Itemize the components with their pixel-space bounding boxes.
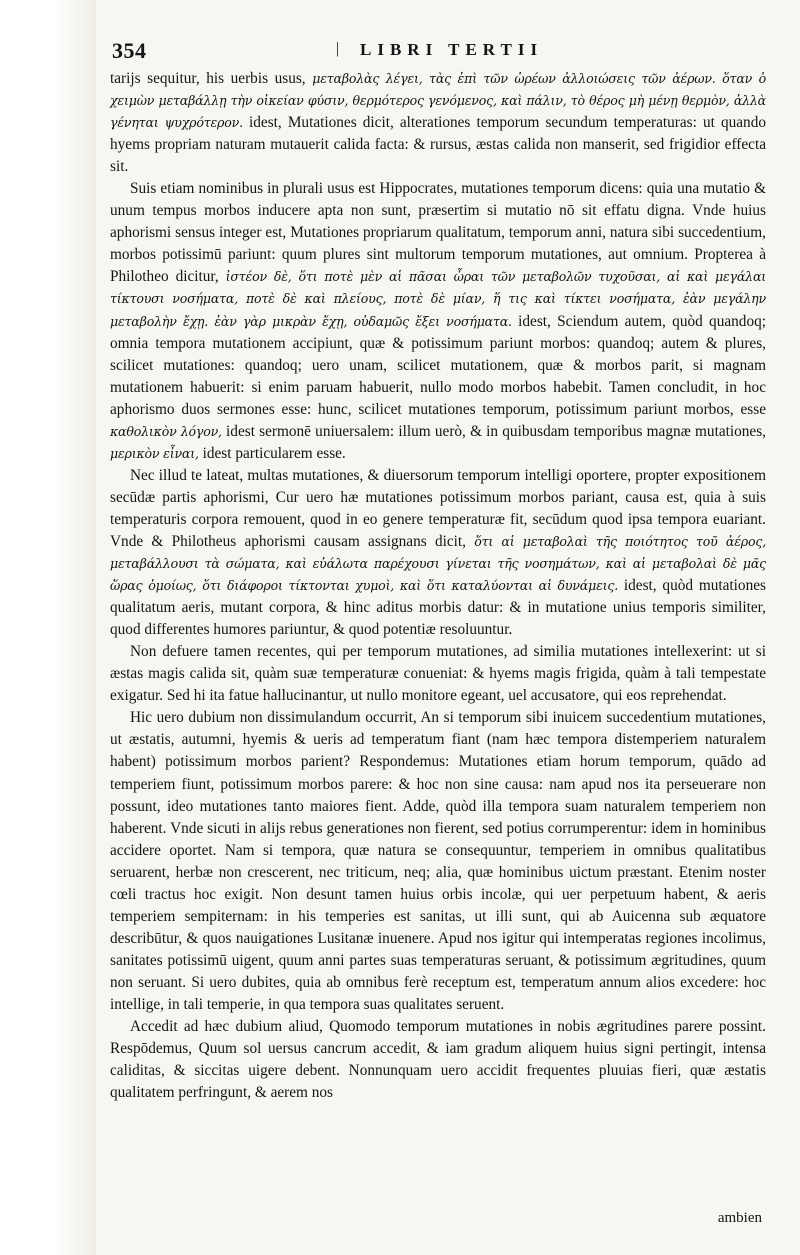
latin-text: Non defuere tamen recentes, qui per temporum mutationes, ad similia mutationes intellexerint: ut si æstas magis calida sit, quàm suæ temperaturæ conueniat: & hyems magis frigida, quàm à tali tempestate exigatur. Sed hi ita fatue hallucinantur, ut nullo monitore egeant, uel accusatore, qui eos reprehendat. [110, 643, 766, 705]
running-title: LIBRI TERTII [360, 40, 544, 59]
paragraph [110, 707, 766, 1016]
latin-text: Suis etiam nominibus in plurali usus est Hippocrates, mutationes temporum dicens: quia una mutatio & unum tempus morbos inducere apta non sunt, præsertim si mutatio nō sit effatu digna. Vnde huius aphorismi sensus integer est, Mutationes propriarum qualitatum, temporum anni, natura sibi succedentium, morbos potissimū pariunt: quum plures sint multorum temporum mutationes, aut omnium. Propterea à Philotheo dicitur, [110, 180, 766, 286]
latin-text: idest, Mutationes dicit, alterationes temporum secundum temperaturas: ut quando hyems propriam naturam mutauerit calida facta: & rursus, æstas calida non manserit, sed frigidior effecta sit. [110, 114, 766, 176]
latin-text: Accedit ad hæc dubium aliud, Quomodo temporum mutationes in nobis ægritudines parere possint. Respōdemus, Quum sol uersus cancrum accedit, & iam gradum aliquem huius signi pertingit, intensa caliditas, & siccitas uigere debent. Nonnunquam uero accidit frequentes pluuias fieri, quæ æstatis qualitatem perfringunt, & aerem nos [110, 1018, 766, 1102]
latin-text: idest, quòd mutationes qualitatum aeris, mutant corpora, & hinc aditus morbis datur: & in mutatione unius temporis similiter, quod differentes humores pariuntur, & quod potentiæ resoluuntur. [110, 577, 766, 639]
page-gutter-edge [0, 0, 96, 1255]
greek-quotation: μερικὸν εἶναι, [110, 445, 199, 461]
page-number: 354 [112, 38, 147, 63]
book-page [96, 28, 768, 1233]
paragraph [110, 465, 766, 641]
greek-quotation: μεταβολὰς λέγει, τὰς ἐπὶ τῶν ὡρέων ἀλλοιώσεις τῶν ἀέρων. ὅταν ὁ χειμὼν μεταβάλλῃ τὴν οἰκείαν φύσιν, θερμότερος γενόμενος, καὶ πάλιν, τὸ θέρος μὴ μένῃ θερμὸν, ἀλλὰ γένηται ψυχρότερον. [110, 71, 767, 131]
latin-text: idest particularem esse. [198, 444, 346, 462]
greek-quotation: ὅτι αἱ μεταβολαὶ τῆς ποιότητος τοῦ ἀέρος, μεταβάλλουσι τὰ σώματα, καὶ εὐάλωτα παρέχουσι γίνεται τῆς νοσημάτων, καὶ αἱ μεταβολαὶ δὲ μᾶς ὥρας ὁμοίως, ὅτι διάφοροι τίκτονται χυμοὶ, καὶ ὅτι καταλύονται αἱ δυνάμεις. [110, 533, 766, 594]
greek-quotation: ἰστέον δὲ, ὅτι ποτὲ μὲν αἱ πᾶσαι ὧραι τῶν μεταβολῶν τυχοῦσαι, αἱ καὶ μεγάλαι τίκτουσι νοσήματα, ποτὲ δὲ καὶ πλείους, ποτὲ δὲ μίαν, ἥ τις καὶ τίκτει νοσήματα, ἐὰν μεγάλην μεταβολὴν ἔχῃ. ἐὰν γὰρ μικρὰν ἔχῃ, οὐδαμῶς ἔξει νοσήματα. [110, 269, 766, 329]
body-text [110, 68, 766, 1104]
latin-text: Nec illud te lateat, multas mutationes, & diuersorum temporum intelligi oportere, propter expositionem secūdæ partis aphorismi, Cur uero hæ mutationes potissimum morbos pariant, causa est, quia à suis temperaturis corpora remouent, quod in eo genere temperaturæ fit, secūdum quod ipsa tempora euariant. Vnde & Philotheus aphorismi causam assignans dicit, [110, 466, 766, 550]
latin-text: tarijs sequitur, his uerbis usus, [110, 70, 313, 87]
paragraph [110, 641, 766, 707]
page-header [96, 28, 768, 62]
greek-quotation: καθολικὸν λόγον, [110, 423, 222, 439]
latin-text: Hic uero dubium non dissimulandum occurrit, An si temporum sibi inuicem succedentium mutationes, ut æstatis, autumni, hyemis & ueris ad temperatum fiant (nam hæc tempora distemperiem naturalem habent) potissimum morbos parient? Respondemus: Mutationes etiam horum temporum, quādo ad temperiem fiunt, potissimum morbos parere: & hoc non sine causa: nam apud nos ita perseuerare non possunt, ideo mutationes tanto maiores fient. Adde, quòd illa tempora suam naturalem temperiem non haberent. Vnde sicuti in alijs rebus generationes non fierent, sed potius corrumperentur: idem in hominibus accidere oportet. Nam si tempora, quæ natura se consequuntur, temperiem in omnibus qualitatibus seruarent, herbæ non crescerent, nec triticum, neq; alia, quæ hominibus uictum præstant. Etenim noster cœli tractus hoc exigit. Non desunt tamen huius orbis incolæ, qui uer perpetuum habent, & aeris temperiem sempiternam: in his temperies est sanitas, ut illi sunt, qui ab Auicenna sub æquatore describūtur, & quos nauigationes Lusitanæ inuenere. Apud nos igitur qui intemperatas regiones incolimus, sanitates potissimū uigent, quum anni partes suas temperaturas seruant, & potissimum ægritudines, quum non seruant. Si uero dubites, quia ab omnibus ferè receptum est, temperatum annum alios excedere: hoc intellige, in tali temperie, in qua tempora suas qualitates seruent. [110, 709, 766, 1013]
paragraph [110, 1016, 766, 1104]
latin-text: idest sermonē uniuersalem: illum uerò, & in quibusdam temporibus magnæ mutationes, [221, 422, 766, 440]
paragraph [110, 178, 766, 465]
catchword: ambien [717, 1210, 762, 1226]
latin-text: idest, Sciendum autem, quòd quandoq; omnia tempora mutationem accipiunt, quæ & potissimum pariunt morbos: quandoq; autem & plures, scilicet mutationes: quandoq; uero unam, scilicet mutationem, quæ & morbos parit, si magnam mutationem habuerit: si enim paruam habuerit, nullo modo morbos habebit. Tamen concludit, in hoc aphorismo duos sermones esse: hunc, scilicet mutationes temporum, potissimum pariunt morbos, esse [110, 312, 766, 418]
header-separator: | [336, 40, 340, 57]
paragraph [110, 68, 766, 178]
